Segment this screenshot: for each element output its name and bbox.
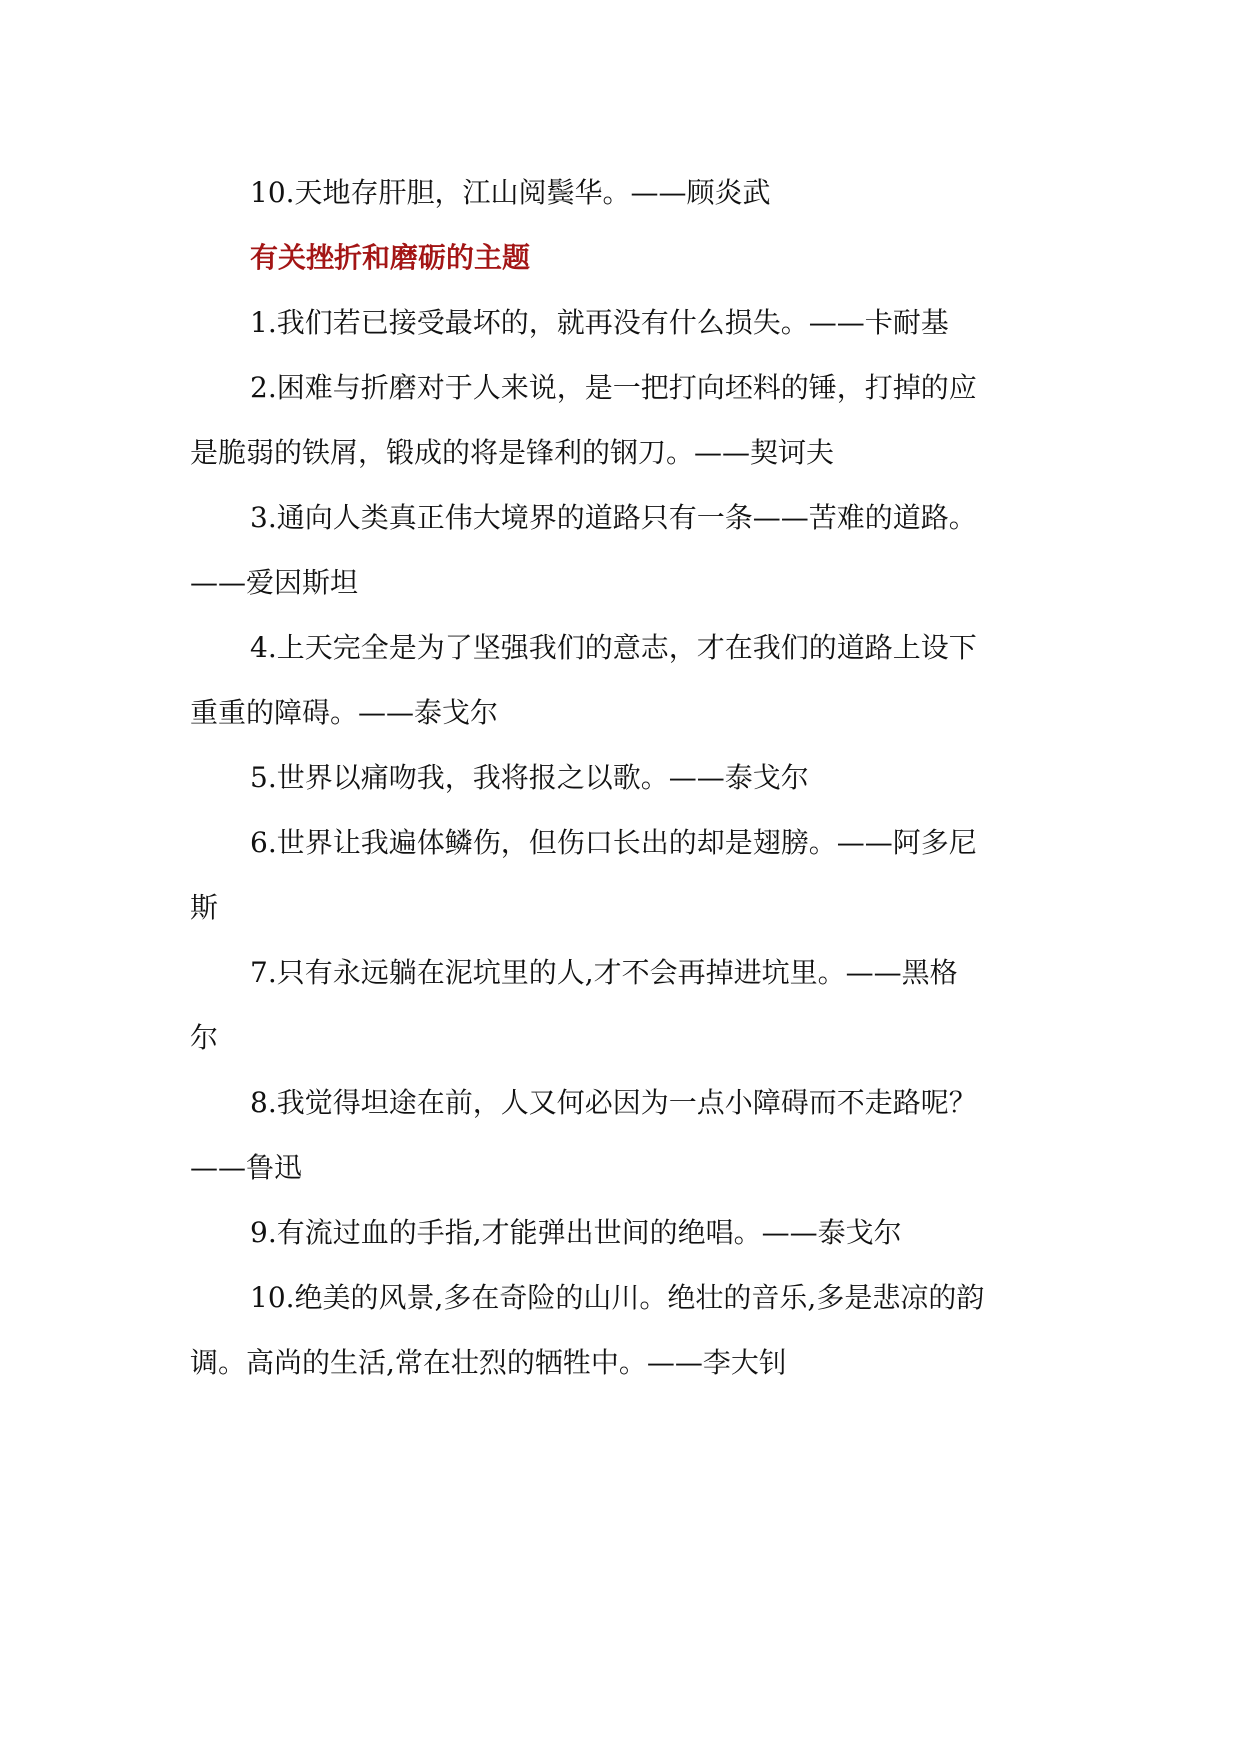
quote-item — [190, 290, 1050, 355]
quote-item — [190, 940, 1050, 1070]
quote-line-continuation: 斯 — [190, 891, 219, 924]
quote-line: 10.绝美的风景,多在奇险的山川。绝壮的音乐,多是悲凉的韵 — [250, 1281, 985, 1314]
quote-item — [190, 355, 1050, 485]
quote-line: 6.世界让我遍体鳞伤，但伤口长出的却是翅膀。——阿多尼 — [250, 826, 977, 859]
quote-item — [190, 485, 1050, 615]
quote-line-continuation: 是脆弱的铁屑，锻成的将是锋利的钢刀。——契诃夫 — [190, 436, 835, 469]
quote-item — [190, 810, 1050, 940]
quote-line-continuation: 重重的障碍。——泰戈尔 — [190, 696, 499, 729]
intro-quote: 10.天地存肝胆，江山阅鬓华。——顾炎武 — [250, 176, 771, 209]
quote-line: 2.困难与折磨对于人来说，是一把打向坯料的锤，打掉的应 — [250, 371, 977, 404]
quote-line-continuation: ——爱因斯坦 — [190, 566, 359, 599]
document-body — [190, 160, 1050, 1395]
quote-line-continuation: 尔 — [190, 1021, 219, 1054]
quote-line: 9.有流过血的手指,才能弹出世间的绝唱。——泰戈尔 — [250, 1216, 902, 1249]
quote-item — [190, 615, 1050, 745]
quote-item — [190, 1200, 1050, 1265]
quote-line-continuation: 调。高尚的生活,常在壮烈的牺牲中。——李大钊 — [190, 1346, 787, 1379]
quote-line: 4.上天完全是为了坚强我们的意志，才在我们的道路上设下 — [250, 631, 977, 664]
quote-line: 7.只有永远躺在泥坑里的人,才不会再掉进坑里。——黑格 — [250, 956, 958, 989]
quote-line: 8.我觉得坦途在前，人又何必因为一点小障碍而不走路呢？ — [250, 1086, 977, 1119]
quote-item — [190, 1265, 1050, 1395]
quote-item — [190, 1070, 1050, 1200]
quote-line: 5.世界以痛吻我，我将报之以歌。——泰戈尔 — [250, 761, 809, 794]
quote-line-continuation: ——鲁迅 — [190, 1151, 303, 1184]
section-heading: 有关挫折和磨砺的主题 — [250, 241, 531, 274]
quote-item — [190, 745, 1050, 810]
quote-line: 1.我们若已接受最坏的，就再没有什么损失。——卡耐基 — [250, 306, 949, 339]
quote-line: 3.通向人类真正伟大境界的道路只有一条——苦难的道路。 — [250, 501, 977, 534]
